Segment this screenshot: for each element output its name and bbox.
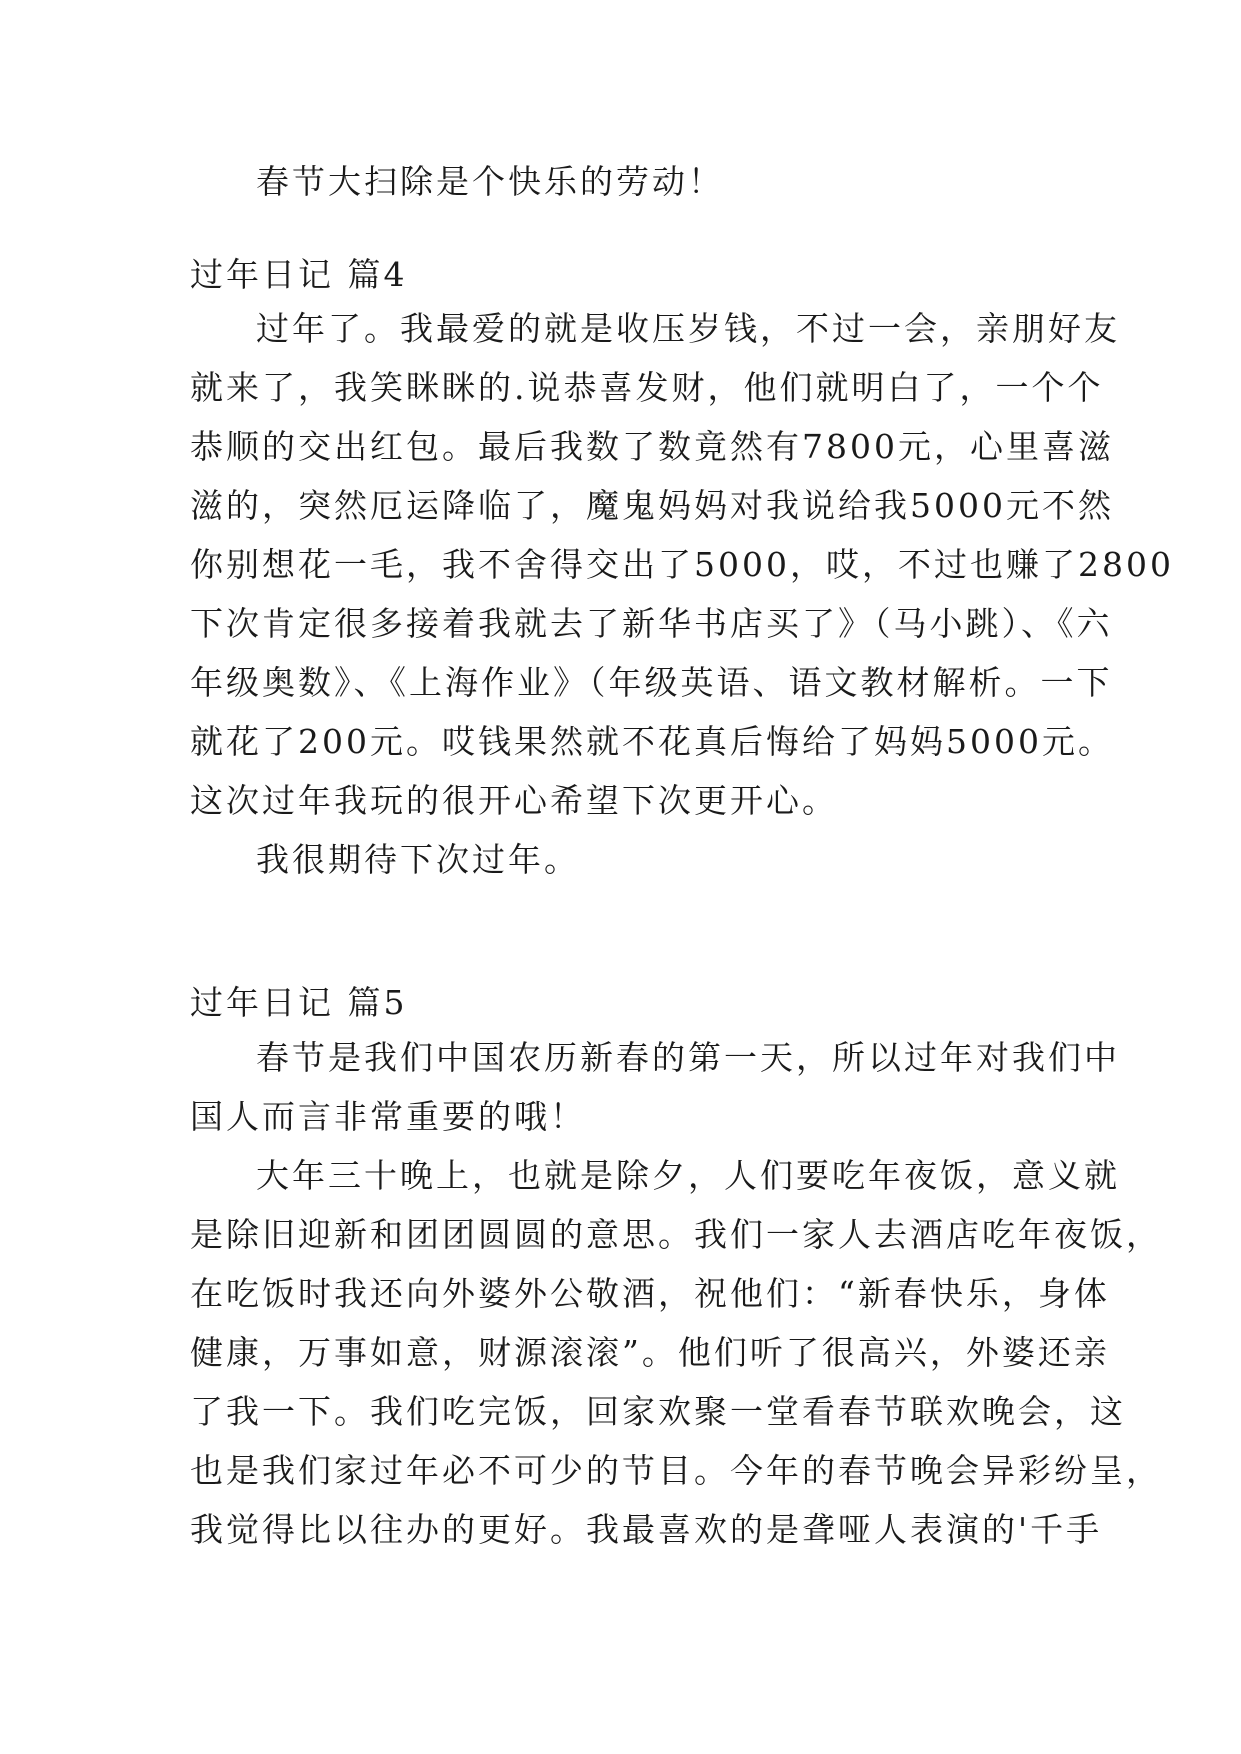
section-5-paragraph-2: [190, 1146, 1162, 1559]
text-line: 就花了200元。哎钱果然就不花真后悔给了妈妈5000元。: [190, 722, 1114, 761]
text-line: 我很期待下次过年。: [256, 840, 580, 879]
text-line: 滋的，突然厄运降临了，魔鬼妈妈对我说给我5000元不然: [190, 486, 1114, 525]
text-line: 在吃饭时我还向外婆外公敬酒，祝他们：“新春快乐，身体: [190, 1274, 1110, 1313]
text-line: 是除旧迎新和团团圆圆的意思。我们一家人去酒店吃年夜饭，: [190, 1215, 1162, 1254]
section-heading-5: 过年日记 篇5: [190, 983, 408, 1022]
section-4-paragraph-1: [190, 299, 1174, 830]
text-line: 你别想花一毛，我不舍得交出了5000，哎，不过也赚了2800: [190, 545, 1174, 584]
text-line: 国人而言非常重要的哦！: [190, 1097, 586, 1136]
text-line: 就来了，我笑眯眯的.说恭喜发财，他们就明白了，一个个: [190, 368, 1104, 407]
text-line: 恭顺的交出红包。最后我数了数竟然有7800元，心里喜滋: [190, 427, 1114, 466]
text-line: 我觉得比以往办的更好。我最喜欢的是聋哑人表演的'千手: [190, 1510, 1103, 1549]
section-heading-4: 过年日记 篇4: [190, 255, 408, 294]
text-line: 春节是我们中国农历新春的第一天，所以过年对我们中: [256, 1038, 1120, 1077]
text-line: 过年了。我最爱的就是收压岁钱，不过一会，亲朋好友: [256, 309, 1120, 348]
text-line: 春节大扫除是个快乐的劳动！: [256, 162, 724, 201]
text-line: 大年三十晚上，也就是除夕，人们要吃年夜饭，意义就: [256, 1156, 1120, 1195]
text-line: 年级奥数》、《上海作业》（年级英语、语文教材解析。一下: [190, 663, 1113, 702]
section-5-paragraph-1: [190, 1028, 1120, 1146]
text-line: 了我一下。我们吃完饭，回家欢聚一堂看春节联欢晚会，这: [190, 1392, 1126, 1431]
intro-paragraph: [190, 152, 1060, 211]
section-4-paragraph-2: [190, 830, 1060, 889]
text-line: 下次肯定很多接着我就去了新华书店买了》（马小跳）、《六: [190, 604, 1113, 643]
text-line: 健康，万事如意，财源滚滚”。他们听了很高兴，外婆还亲: [190, 1333, 1110, 1372]
text-line: 也是我们家过年必不可少的节目。今年的春节晚会异彩纷呈，: [190, 1451, 1162, 1490]
text-line: 这次过年我玩的很开心希望下次更开心。: [190, 781, 838, 820]
